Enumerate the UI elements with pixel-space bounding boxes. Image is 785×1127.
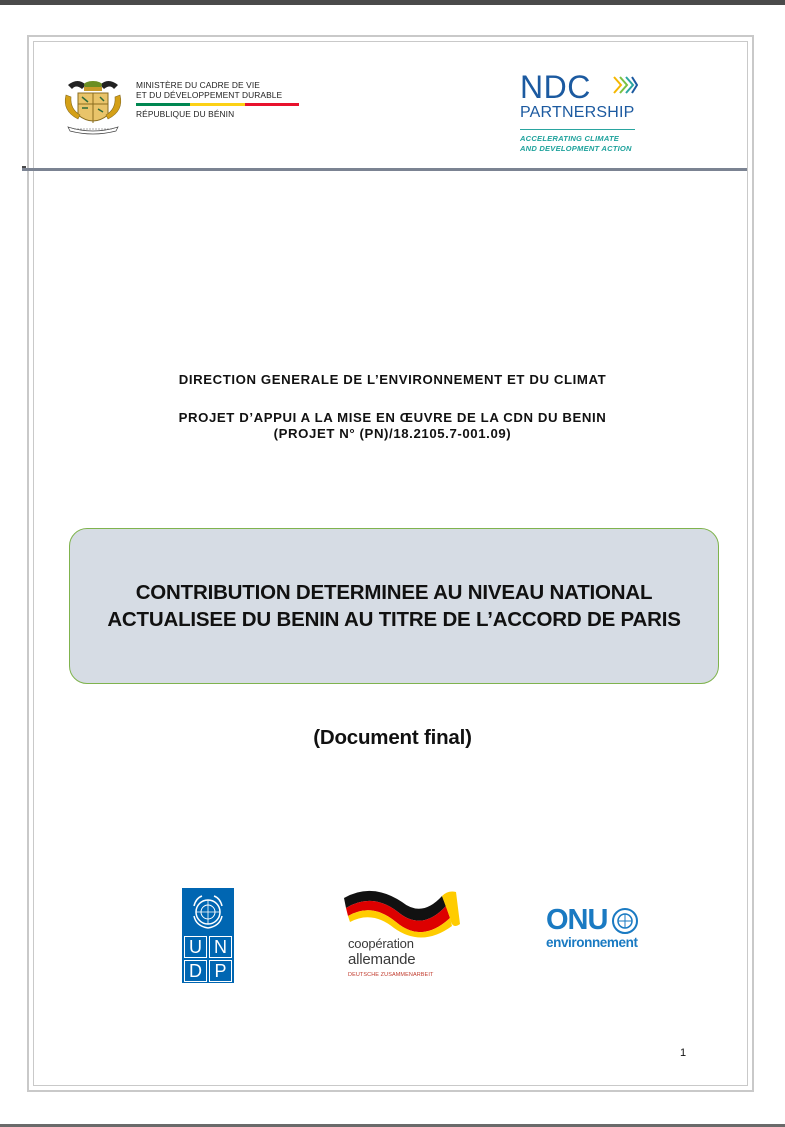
undp-letter-p: P <box>209 960 232 982</box>
ndc-title: NDC <box>520 69 591 105</box>
ndc-partnership-logo <box>520 70 650 154</box>
flag-red <box>245 103 299 106</box>
document-title-box <box>69 528 719 684</box>
unep-emblem-icon <box>611 907 639 935</box>
ndc-divider <box>520 129 635 130</box>
undp-letter-u: U <box>184 936 207 958</box>
german-flag-ribbon-icon <box>342 884 464 944</box>
page-number: 1 <box>680 1047 687 1059</box>
project-heading-2: (PROJET N° (PN)/18.2105.7-001.09) <box>273 426 512 441</box>
ministry-logo <box>136 80 306 119</box>
undp-logo <box>182 888 234 983</box>
flag-yellow <box>190 103 244 106</box>
window-top-bar <box>0 0 785 5</box>
document-title-line-2: ACTUALISEE DU BENIN AU TITRE DE L’ACCORD DE PARIS <box>107 608 681 631</box>
flag-green <box>136 103 190 106</box>
giz-line-2: allemande <box>348 951 416 968</box>
ndc-tagline-1: ACCELERATING CLIMATE <box>520 134 620 143</box>
flag-color-strip <box>136 103 299 106</box>
ndc-chevrons-icon <box>612 74 638 96</box>
giz-line-1: coopération <box>348 936 414 951</box>
benin-coat-of-arms-icon <box>60 75 126 137</box>
undp-letter-d: D <box>184 960 207 982</box>
direction-heading: DIRECTION GENERALE DE L’ENVIRONNEMENT ET DU CLIMAT <box>178 372 607 387</box>
ndc-tagline-2: AND DEVELOPMENT ACTION <box>520 144 632 153</box>
document-status: (Document final) <box>313 726 472 749</box>
republic-line: RÉPUBLIQUE DU BÉNIN <box>136 109 235 119</box>
ministry-line-2: ET DU DÉVELOPPEMENT DURABLE <box>136 90 283 100</box>
cooperation-allemande-logo <box>342 884 464 984</box>
onu-word: ONU <box>546 904 608 936</box>
document-title-line-1: CONTRIBUTION DETERMINEE AU NIVEAU NATIONAL <box>135 581 653 604</box>
undp-letters <box>184 936 232 982</box>
ministry-line-1: MINISTÈRE DU CADRE DE VIE <box>136 80 260 90</box>
ndc-subtitle: PARTNERSHIP <box>520 104 635 121</box>
onu-subtitle: environnement <box>546 935 638 950</box>
giz-line-3: DEUTSCHE ZUSAMMENARBEIT <box>348 972 434 978</box>
project-heading-1: PROJET D’APPUI A LA MISE EN ŒUVRE DE LA CDN DU BENIN <box>178 410 607 425</box>
onu-environnement-logo <box>546 905 646 951</box>
undp-letter-n: N <box>209 936 232 958</box>
un-emblem-icon <box>190 894 226 930</box>
header-divider <box>22 168 747 171</box>
